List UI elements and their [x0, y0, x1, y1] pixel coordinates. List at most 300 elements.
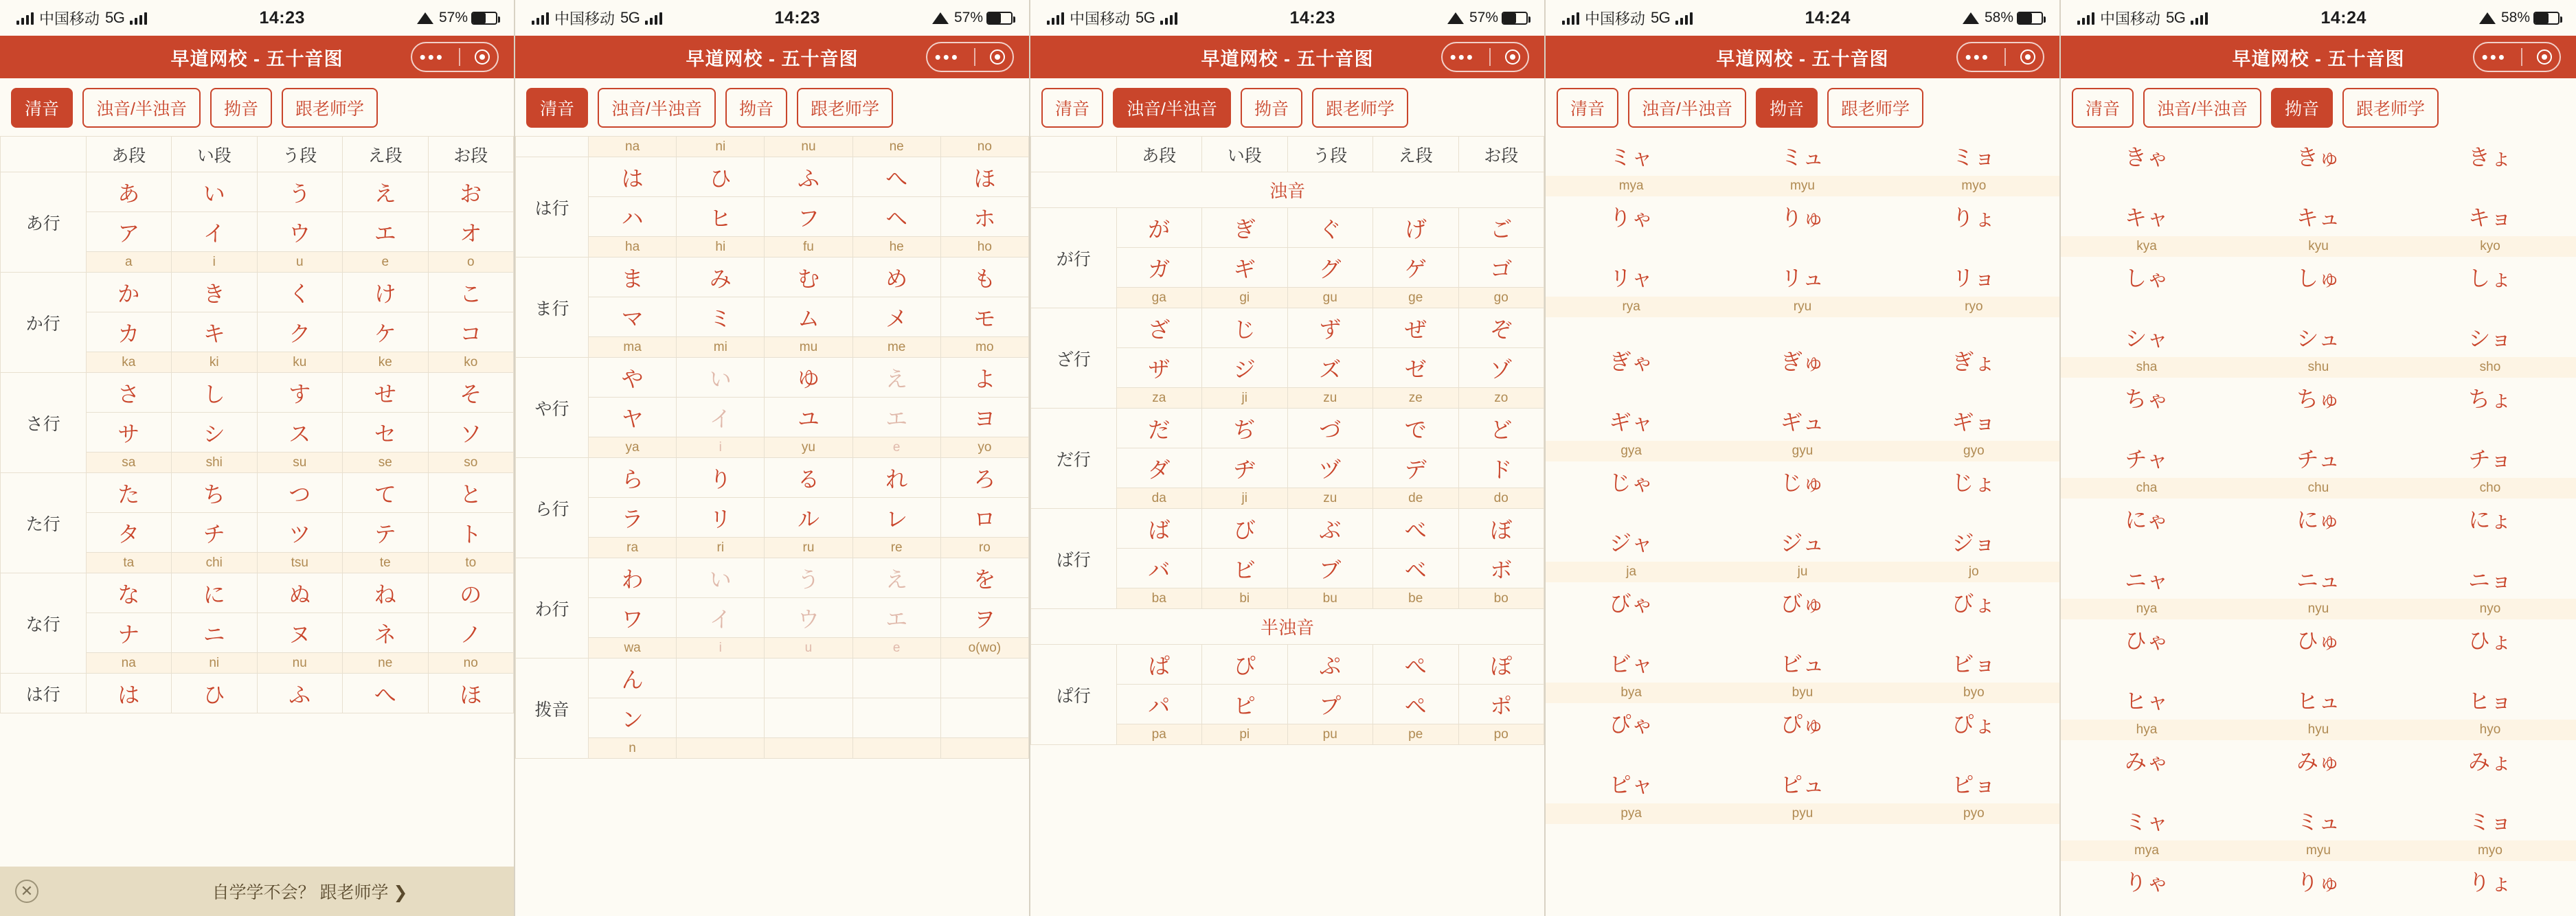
kana-hiragana[interactable]: や: [589, 358, 677, 398]
kana-hiragana[interactable]: え: [852, 358, 940, 398]
kana-hiragana[interactable]: び: [1202, 509, 1288, 549]
kana-hiragana[interactable]: ざ: [1116, 308, 1202, 348]
kana-hiragana[interactable]: ぽ: [1458, 645, 1544, 685]
kana-katakana[interactable]: エ: [852, 598, 940, 638]
kana-hiragana[interactable]: あ: [86, 172, 172, 212]
kana-cell[interactable]: ミャ: [2125, 810, 2169, 834]
kana-hiragana[interactable]: ほ: [940, 157, 1028, 197]
status-bar: [0, 0, 514, 36]
kana-hiragana[interactable]: を: [940, 558, 1028, 598]
kana-hiragana[interactable]: [852, 659, 940, 698]
kana-hiragana[interactable]: へ: [852, 157, 940, 197]
tab-2[interactable]: 拗音: [725, 88, 787, 128]
kana-katakana[interactable]: ラ: [589, 498, 677, 538]
kana-hiragana[interactable]: ず: [1287, 308, 1373, 348]
tab-0[interactable]: 清音: [2072, 88, 2134, 128]
more-icon[interactable]: •••: [934, 47, 960, 67]
kana-katakana[interactable]: ベ: [1373, 549, 1459, 588]
tab-2[interactable]: 拗音: [1756, 88, 1818, 128]
kana-hiragana[interactable]: ね: [343, 573, 429, 613]
kana-hiragana[interactable]: ぐ: [1287, 208, 1373, 248]
kana-katakana[interactable]: オ: [428, 212, 514, 252]
target-icon[interactable]: [2537, 49, 2552, 65]
kana-katakana[interactable]: テ: [343, 513, 429, 553]
kana-hiragana[interactable]: ん: [589, 659, 677, 698]
kana-katakana[interactable]: ア: [86, 212, 172, 252]
kana-hiragana[interactable]: る: [765, 458, 852, 498]
kana-hiragana[interactable]: も: [940, 257, 1028, 297]
target-icon[interactable]: [990, 49, 1005, 65]
more-icon[interactable]: •••: [419, 47, 444, 67]
kana-katakana[interactable]: エ: [343, 212, 429, 252]
kana-hiragana[interactable]: ぼ: [1458, 509, 1544, 549]
kana-hiragana[interactable]: え: [343, 172, 429, 212]
capsule-buttons[interactable]: [2473, 42, 2561, 72]
kana-katakana[interactable]: ゾ: [1458, 348, 1544, 388]
target-icon[interactable]: [2020, 49, 2035, 65]
kana-hiragana[interactable]: ろ: [940, 458, 1028, 498]
kana-katakana[interactable]: ハ: [589, 197, 677, 237]
kana-katakana[interactable]: ヘ: [852, 197, 940, 237]
capsule-divider: [1489, 48, 1491, 66]
capsule-buttons[interactable]: [1956, 42, 2044, 72]
kana-katakana[interactable]: ポ: [1458, 685, 1544, 724]
kana-katakana[interactable]: ワ: [589, 598, 677, 638]
romaji-label: byo: [1888, 683, 2059, 703]
kana-cell[interactable]: ギョ: [1952, 410, 1996, 435]
kana-cell[interactable]: にゃ: [2125, 507, 2169, 532]
kana-hiragana[interactable]: ひ: [677, 157, 765, 197]
kana-hiragana[interactable]: ゆ: [765, 358, 852, 398]
tab-2[interactable]: 拗音: [2271, 88, 2333, 128]
kana-katakana[interactable]: ザ: [1116, 348, 1202, 388]
kana-katakana[interactable]: ガ: [1116, 248, 1202, 288]
kana-hiragana[interactable]: か: [86, 273, 172, 312]
kana-katakana[interactable]: グ: [1287, 248, 1373, 288]
kana-katakana[interactable]: ゼ: [1373, 348, 1459, 388]
kana-katakana[interactable]: ダ: [1116, 448, 1202, 488]
kana-hiragana[interactable]: そ: [428, 373, 514, 413]
tab-3[interactable]: 跟老师学: [1827, 88, 1923, 128]
target-icon[interactable]: [1505, 49, 1520, 65]
kana-hiragana[interactable]: は: [86, 674, 172, 713]
kana-cell[interactable]: ぴょ: [1952, 712, 1996, 737]
kana-hiragana[interactable]: ち: [172, 473, 258, 513]
kana-cell[interactable]: リョ: [1952, 266, 1996, 290]
kana-hiragana[interactable]: ぱ: [1116, 645, 1202, 685]
kana-hiragana[interactable]: し: [172, 373, 258, 413]
kana-katakana[interactable]: マ: [589, 297, 677, 337]
row-head-label: ぱ行: [1031, 645, 1117, 745]
tab-1[interactable]: 浊音/半浊音: [82, 88, 201, 128]
kana-cell[interactable]: ビャ: [1609, 652, 1653, 676]
kana-cell[interactable]: ちゃ: [2124, 387, 2169, 411]
kana-katakana[interactable]: ヌ: [257, 613, 343, 653]
kana-katakana[interactable]: チ: [172, 513, 258, 553]
content-area[interactable]: [515, 136, 1029, 759]
kana-cell[interactable]: ぴゃ: [1609, 712, 1653, 737]
kana-cell[interactable]: ちゅ: [2296, 387, 2340, 411]
kana-katakana[interactable]: ル: [765, 498, 852, 538]
kana-cell[interactable]: ギュ: [1780, 410, 1824, 435]
kana-hiragana[interactable]: ら: [589, 458, 677, 498]
capsule-buttons[interactable]: [926, 42, 1014, 72]
kana-katakana[interactable]: サ: [86, 413, 172, 453]
kana-cell[interactable]: りゅ: [1780, 205, 1824, 230]
kana-cell[interactable]: ぎょ: [1952, 350, 1996, 374]
tab-2[interactable]: 拗音: [1241, 88, 1302, 128]
kana-cell[interactable]: ぴゅ: [1780, 712, 1824, 737]
kana-katakana[interactable]: ス: [257, 413, 343, 453]
kana-cell[interactable]: りゃ: [1609, 205, 1653, 230]
wifi-icon: [417, 12, 433, 24]
kana-hiragana[interactable]: ぎ: [1202, 208, 1288, 248]
kana-katakana[interactable]: ビ: [1202, 549, 1288, 588]
kana-cell[interactable]: ミャ: [1609, 145, 1653, 170]
kana-katakana[interactable]: ユ: [765, 398, 852, 437]
kana-hiragana[interactable]: [940, 659, 1028, 698]
tab-1[interactable]: 浊音/半浊音: [598, 88, 716, 128]
kana-hiragana[interactable]: せ: [343, 373, 429, 413]
kana-cell[interactable]: リャ: [1609, 266, 1653, 290]
kana-hiragana[interactable]: き: [172, 273, 258, 312]
more-icon[interactable]: •••: [2481, 47, 2507, 67]
kana-cell[interactable]: ミュ: [1781, 145, 1824, 170]
kana-katakana[interactable]: フ: [765, 197, 852, 237]
tab-3[interactable]: 跟老师学: [282, 88, 378, 128]
kana-hiragana[interactable]: ふ: [257, 674, 343, 713]
kana-katakana[interactable]: [852, 698, 940, 738]
kana-cell[interactable]: じゃ: [1609, 470, 1653, 495]
kana-hiragana[interactable]: は: [589, 157, 677, 197]
kana-katakana[interactable]: モ: [940, 297, 1028, 337]
kana-hiragana[interactable]: う: [765, 558, 852, 598]
kana-hiragana[interactable]: と: [428, 473, 514, 513]
kana-hiragana[interactable]: じ: [1202, 308, 1288, 348]
kana-cell[interactable]: びゅ: [1780, 591, 1824, 616]
kana-katakana[interactable]: ヂ: [1202, 448, 1288, 488]
romaji-label: te: [343, 553, 429, 573]
content-area[interactable]: [1546, 136, 2059, 824]
kana-cell[interactable]: りゅ: [2296, 870, 2340, 895]
kana-katakana[interactable]: ナ: [86, 613, 172, 653]
kana-hiragana[interactable]: ぜ: [1373, 308, 1459, 348]
kana-cell[interactable]: チャ: [2125, 447, 2169, 472]
kana-katakana[interactable]: プ: [1287, 685, 1373, 724]
kana-cell[interactable]: みゅ: [2296, 749, 2340, 774]
kana-hiragana[interactable]: み: [677, 257, 765, 297]
kana-katakana[interactable]: ピ: [1202, 685, 1288, 724]
tab-0[interactable]: 清音: [1557, 88, 1618, 128]
kana-katakana[interactable]: ヤ: [589, 398, 677, 437]
romaji-label: ru: [765, 538, 852, 558]
kana-hiragana[interactable]: べ: [1373, 509, 1459, 549]
kana-cell[interactable]: ひゅ: [2296, 628, 2340, 653]
kana-katakana[interactable]: ヲ: [940, 598, 1028, 638]
table-row: [516, 297, 1029, 337]
kana-cell[interactable]: りょ: [2467, 870, 2512, 895]
kana-katakana[interactable]: ノ: [428, 613, 514, 653]
kana-katakana[interactable]: ト: [428, 513, 514, 553]
kana-katakana[interactable]: ヒ: [677, 197, 765, 237]
kana-katakana[interactable]: ウ: [765, 598, 852, 638]
target-icon[interactable]: [475, 49, 490, 65]
kana-hiragana[interactable]: う: [257, 172, 343, 212]
kana-hiragana[interactable]: く: [257, 273, 343, 312]
tab-1[interactable]: 浊音/半浊音: [1628, 88, 1746, 128]
kana-cell[interactable]: チョ: [2468, 447, 2512, 472]
kana-cell[interactable]: ぎゅ: [1780, 350, 1824, 374]
kana-hiragana[interactable]: い: [677, 358, 765, 398]
kana-cell[interactable]: ニョ: [2467, 568, 2512, 593]
more-icon[interactable]: •••: [1449, 47, 1475, 67]
romaji-label: mya: [1546, 176, 1717, 196]
kana-katakana[interactable]: ン: [589, 698, 677, 738]
kana-cell[interactable]: ニャ: [2124, 568, 2169, 593]
kana-katakana[interactable]: ギ: [1202, 248, 1288, 288]
tab-3[interactable]: 跟老师学: [797, 88, 893, 128]
kana-katakana[interactable]: ソ: [428, 413, 514, 453]
kana-cell[interactable]: キャ: [2124, 205, 2169, 230]
kana-cell[interactable]: しょ: [2467, 266, 2512, 290]
kana-hiragana[interactable]: い: [677, 558, 765, 598]
romaji-spacer: [1546, 236, 1717, 257]
row-head-label: や行: [516, 358, 589, 458]
kana-cell[interactable]: ちょ: [2467, 387, 2512, 411]
kana-hiragana[interactable]: わ: [589, 558, 677, 598]
kana-katakana[interactable]: ジ: [1202, 348, 1288, 388]
kana-cell[interactable]: ジョ: [1952, 531, 1996, 556]
kana-cell[interactable]: ひゃ: [2124, 628, 2169, 653]
kana-hiragana[interactable]: ひ: [172, 674, 258, 713]
kana-katakana[interactable]: イ: [677, 398, 765, 437]
kana-cell[interactable]: ぎゃ: [1609, 350, 1653, 374]
kana-cell[interactable]: ピョ: [1952, 772, 1996, 797]
kana-katakana[interactable]: シ: [172, 413, 258, 453]
kana-hiragana[interactable]: め: [852, 257, 940, 297]
kana-cell[interactable]: シュ: [2296, 326, 2340, 351]
kana-cell[interactable]: りょ: [1952, 205, 1996, 230]
kana-hiragana[interactable]: す: [257, 373, 343, 413]
kana-katakana[interactable]: ズ: [1287, 348, 1373, 388]
kana-cell[interactable]: ピュ: [1780, 772, 1824, 797]
kana-cell[interactable]: びゃ: [1609, 591, 1653, 616]
kana-katakana[interactable]: ゲ: [1373, 248, 1459, 288]
kana-katakana[interactable]: パ: [1116, 685, 1202, 724]
tab-0[interactable]: 清音: [1041, 88, 1103, 128]
kana-cell[interactable]: ビョ: [1952, 652, 1996, 676]
kana-katakana[interactable]: レ: [852, 498, 940, 538]
kana-cell[interactable]: リュ: [1781, 266, 1824, 290]
kana-hiragana[interactable]: な: [86, 573, 172, 613]
kana-hiragana[interactable]: こ: [428, 273, 514, 312]
capsule-buttons[interactable]: [411, 42, 499, 72]
kana-cell[interactable]: きゅ: [2296, 145, 2340, 170]
close-icon[interactable]: ✕: [15, 880, 38, 903]
tab-1[interactable]: 浊音/半浊音: [1113, 88, 1231, 128]
capsule-buttons[interactable]: [1441, 42, 1529, 72]
kana-hiragana[interactable]: ご: [1458, 208, 1544, 248]
content-area[interactable]: [2061, 136, 2576, 916]
kana-cell[interactable]: ミュ: [2296, 810, 2340, 834]
tab-0[interactable]: 清音: [11, 88, 73, 128]
kana-katakana[interactable]: エ: [852, 398, 940, 437]
kana-cell[interactable]: にゅ: [2296, 507, 2340, 532]
battery-percent-label: 57%: [1469, 10, 1498, 25]
kana-hiragana[interactable]: り: [677, 458, 765, 498]
kana-hiragana[interactable]: た: [86, 473, 172, 513]
kana-katakana[interactable]: ヅ: [1287, 448, 1373, 488]
kana-hiragana[interactable]: い: [172, 172, 258, 212]
tab-1[interactable]: 浊音/半浊音: [2143, 88, 2261, 128]
promo-banner[interactable]: [0, 867, 514, 916]
kana-cell[interactable]: ジャ: [1609, 531, 1653, 556]
kana-katakana[interactable]: イ: [677, 598, 765, 638]
more-icon[interactable]: •••: [1965, 47, 1990, 67]
kana-katakana[interactable]: メ: [852, 297, 940, 337]
kana-hiragana[interactable]: [765, 659, 852, 698]
kana-katakana[interactable]: ゴ: [1458, 248, 1544, 288]
kana-katakana[interactable]: ミ: [677, 297, 765, 337]
kana-katakana[interactable]: ウ: [257, 212, 343, 252]
romaji-label: yo: [940, 437, 1028, 458]
kana-cell[interactable]: しゃ: [2124, 266, 2169, 290]
kana-cell[interactable]: きょ: [2467, 145, 2512, 170]
kana-hiragana[interactable]: ま: [589, 257, 677, 297]
kana-cell[interactable]: ジュ: [1781, 531, 1824, 556]
tab-3[interactable]: 跟老师学: [1312, 88, 1408, 128]
kana-hiragana[interactable]: ぷ: [1287, 645, 1373, 685]
kana-hiragana[interactable]: え: [852, 558, 940, 598]
kana-cell[interactable]: しゅ: [2296, 266, 2340, 290]
kana-katakana[interactable]: ペ: [1373, 685, 1459, 724]
kana-cell[interactable]: みゃ: [2124, 749, 2169, 774]
kana-katakana[interactable]: リ: [677, 498, 765, 538]
kana-katakana[interactable]: ホ: [940, 197, 1028, 237]
kana-hiragana[interactable]: へ: [343, 674, 429, 713]
kana-hiragana[interactable]: の: [428, 573, 514, 613]
tab-2[interactable]: 拗音: [210, 88, 272, 128]
tab-0[interactable]: 清音: [526, 88, 588, 128]
kana-cell[interactable]: キョ: [2467, 205, 2512, 230]
romaji-label: no: [428, 653, 514, 674]
kana-hiragana[interactable]: げ: [1373, 208, 1459, 248]
kana-hiragana[interactable]: よ: [940, 358, 1028, 398]
kana-hiragana[interactable]: お: [428, 172, 514, 212]
content-area[interactable]: [0, 136, 514, 713]
kana-cell[interactable]: にょ: [2468, 507, 2512, 532]
kana-cell[interactable]: ひょ: [2467, 628, 2512, 653]
kana-cell[interactable]: ヒャ: [2124, 689, 2169, 713]
kana-hiragana[interactable]: ぬ: [257, 573, 343, 613]
kana-cell[interactable]: ミョ: [2468, 810, 2512, 834]
kana-hiragana[interactable]: ふ: [765, 157, 852, 197]
kana-katakana[interactable]: タ: [86, 513, 172, 553]
kana-cell[interactable]: シャ: [2125, 326, 2169, 351]
kana-cell[interactable]: ミョ: [1952, 145, 1996, 170]
kana-cell[interactable]: びょ: [1952, 591, 1996, 616]
kana-katakana[interactable]: ブ: [1287, 549, 1373, 588]
kana-cell[interactable]: ビュ: [1780, 652, 1824, 676]
kana-cell[interactable]: ギャ: [1609, 410, 1653, 435]
kana-hiragana[interactable]: だ: [1116, 409, 1202, 448]
romaji-label: pya: [1546, 803, 1717, 824]
kana-katakana[interactable]: [940, 698, 1028, 738]
content-area[interactable]: [1030, 136, 1544, 745]
kana-hiragana[interactable]: に: [172, 573, 258, 613]
kana-hiragana[interactable]: [677, 659, 765, 698]
kana-hiragana[interactable]: れ: [852, 458, 940, 498]
battery-indicator: [954, 10, 1013, 26]
kana-hiragana[interactable]: ぺ: [1373, 645, 1459, 685]
kana-hiragana[interactable]: ぶ: [1287, 509, 1373, 549]
kana-katakana[interactable]: [677, 698, 765, 738]
kana-hiragana[interactable]: で: [1373, 409, 1459, 448]
table-row: [2061, 861, 2576, 901]
kana-katakana[interactable]: コ: [428, 312, 514, 352]
kana-hiragana[interactable]: け: [343, 273, 429, 312]
kana-cell[interactable]: ヒュ: [2296, 689, 2340, 713]
kana-hiragana[interactable]: さ: [86, 373, 172, 413]
kana-hiragana[interactable]: づ: [1287, 409, 1373, 448]
row-head-label: ば行: [1031, 509, 1117, 609]
kana-cell[interactable]: キュ: [2296, 205, 2340, 230]
kana-cell[interactable]: じょ: [1952, 470, 1996, 495]
kana-hiragana[interactable]: ど: [1458, 409, 1544, 448]
kana-hiragana[interactable]: ば: [1116, 509, 1202, 549]
kana-cell[interactable]: じゅ: [1780, 470, 1824, 495]
kana-katakana[interactable]: ロ: [940, 498, 1028, 538]
kana-katakana[interactable]: ケ: [343, 312, 429, 352]
kana-hiragana[interactable]: ぢ: [1202, 409, 1288, 448]
kana-cell[interactable]: りゃ: [2124, 870, 2169, 895]
kana-cell[interactable]: きゃ: [2124, 145, 2169, 170]
kana-cell[interactable]: チュ: [2296, 447, 2340, 472]
kana-katakana[interactable]: カ: [86, 312, 172, 352]
battery-indicator: [1469, 10, 1528, 26]
kana-katakana[interactable]: ヨ: [940, 398, 1028, 437]
kana-katakana[interactable]: ド: [1458, 448, 1544, 488]
kana-katakana[interactable]: ネ: [343, 613, 429, 653]
kana-katakana[interactable]: イ: [172, 212, 258, 252]
kana-katakana[interactable]: ボ: [1458, 549, 1544, 588]
kana-katakana[interactable]: ム: [765, 297, 852, 337]
kana-cell[interactable]: ショ: [2468, 326, 2512, 351]
kana-hiragana[interactable]: ぞ: [1458, 308, 1544, 348]
kana-cell[interactable]: みょ: [2467, 749, 2512, 774]
kana-katakana[interactable]: ニ: [172, 613, 258, 653]
kana-katakana[interactable]: ク: [257, 312, 343, 352]
kana-hiragana[interactable]: が: [1116, 208, 1202, 248]
kana-katakana[interactable]: [765, 698, 852, 738]
kana-hiragana[interactable]: つ: [257, 473, 343, 513]
kana-hiragana[interactable]: て: [343, 473, 429, 513]
kana-cell[interactable]: ピャ: [1609, 772, 1653, 797]
tab-3[interactable]: 跟老师学: [2342, 88, 2439, 128]
kana-hiragana[interactable]: む: [765, 257, 852, 297]
kana-katakana[interactable]: セ: [343, 413, 429, 453]
kana-katakana[interactable]: デ: [1373, 448, 1459, 488]
romaji-spacer: [1717, 380, 1888, 401]
table-row: [1546, 297, 2059, 317]
kana-cell[interactable]: ニュ: [2296, 568, 2340, 593]
kana-hiragana[interactable]: ぴ: [1202, 645, 1288, 685]
kana-hiragana[interactable]: ほ: [428, 674, 514, 713]
kana-katakana[interactable]: キ: [172, 312, 258, 352]
kana-katakana[interactable]: バ: [1116, 549, 1202, 588]
kana-katakana[interactable]: ツ: [257, 513, 343, 553]
kana-cell[interactable]: ヒョ: [2467, 689, 2512, 713]
